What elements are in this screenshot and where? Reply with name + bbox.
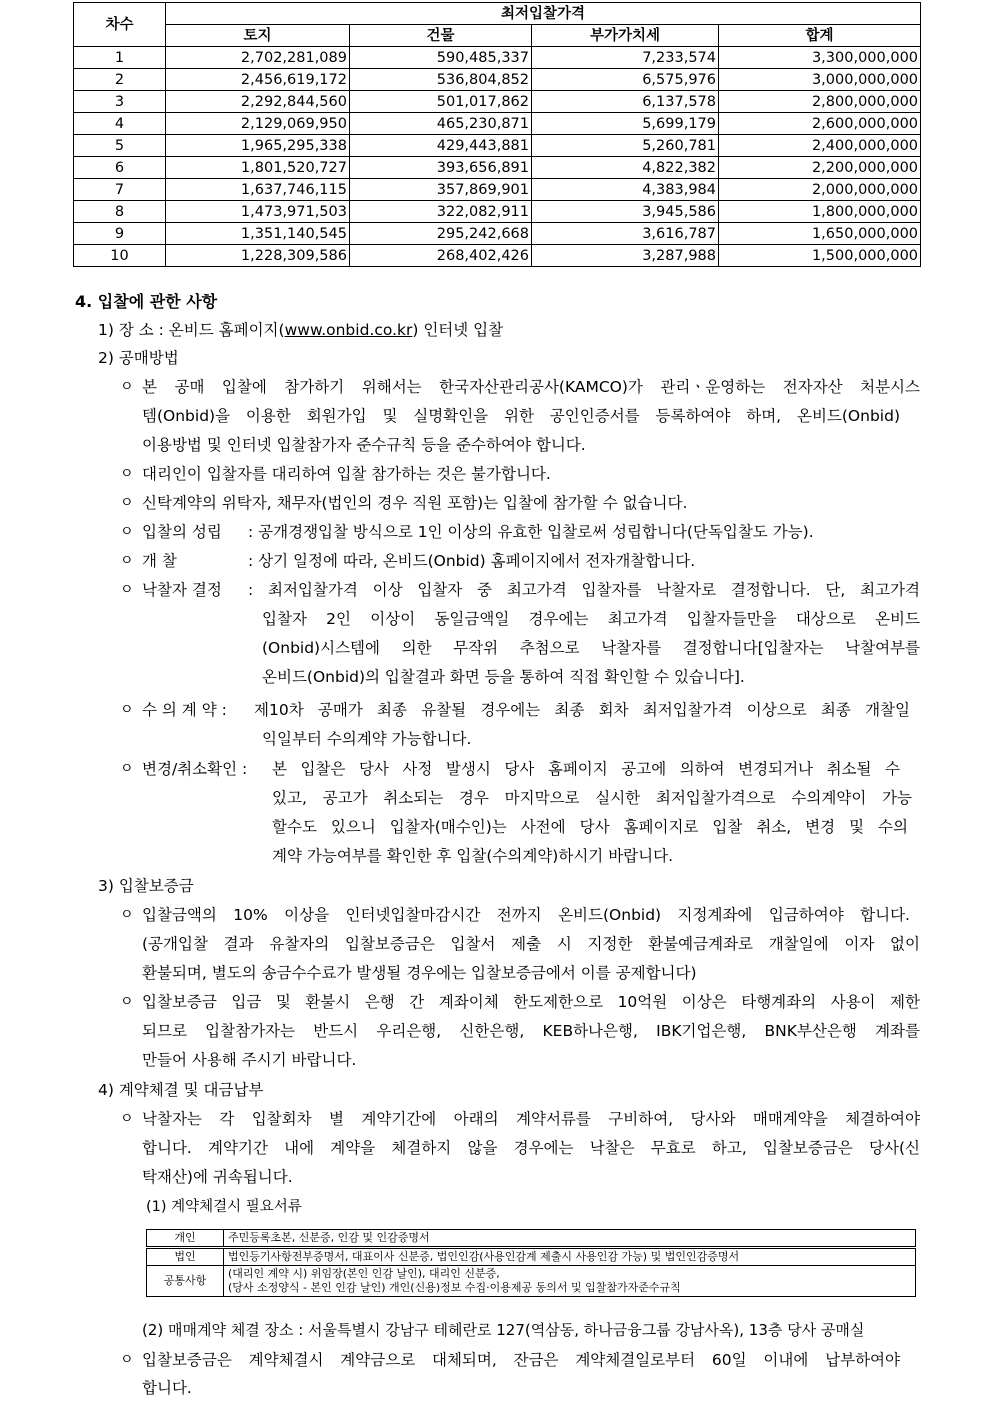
bid-formation-label: 입찰의 성립 — [142, 523, 222, 541]
header-land: 토지 — [166, 25, 350, 47]
cell-building: 295,242,668 — [350, 223, 532, 245]
deposit-text-line: 입찰금액의 10% 이상을 인터넷입찰마감시간 전까지 온비드(Onbid) 지정계좌에 입금하여야 합니다. — [142, 906, 910, 924]
bullet-icon: ㅇ — [120, 702, 134, 718]
cell-round: 10 — [74, 245, 166, 267]
cell-land: 2,292,844,560 — [166, 91, 350, 113]
winner-decision-line: 온비드(Onbid)의 입찰결과 화면 등을 통하여 직접 확인할 수 있습니다]. — [262, 668, 745, 686]
method-text-line: 본 공매 입찰에 참가하기 위해서는 한국자산관리공사(KAMCO)가 관리ㆍ운영하는 전자자산 처분시스 — [142, 378, 920, 396]
cell-land: 1,965,295,338 — [166, 135, 350, 157]
winner-decision-label: 낙찰자 결정 — [142, 581, 222, 599]
minimum-bid-price-table — [73, 2, 921, 267]
contract-text-line: 낙찰자는 각 입찰회차 별 계약기간에 아래의 계약서류를 구비하여, 당사와 매매계약을 체결하여야 — [142, 1110, 920, 1128]
cell-vat: 6,575,976 — [532, 69, 719, 91]
price-row — [74, 201, 921, 223]
cell-total: 1,500,000,000 — [719, 245, 921, 267]
cell-total: 2,200,000,000 — [719, 157, 921, 179]
docs-title: (1) 계약체결시 필요서류 — [146, 1199, 302, 1215]
cell-vat: 4,383,984 — [532, 179, 719, 201]
price-row — [74, 223, 921, 245]
balance-text-line: 합니다. — [142, 1379, 192, 1397]
doc-kind-individual: 개인 — [147, 1230, 224, 1248]
cell-building: 393,656,891 — [350, 157, 532, 179]
cell-land: 1,228,309,586 — [166, 245, 350, 267]
price-row — [74, 179, 921, 201]
place-label: 1) 장 소 : — [98, 321, 164, 339]
price-row — [74, 245, 921, 267]
change-cancel-label: 변경/취소확인 : — [142, 760, 248, 778]
doc-text-common-line: (당사 소정양식 - 본인 인감 날인) 개인(신용)정보 수집·이용제공 동의서 및 입찰참가자준수규칙 — [228, 1281, 681, 1294]
bullet-icon: ㅇ — [120, 466, 134, 482]
cell-vat: 6,137,578 — [532, 91, 719, 113]
cell-round: 4 — [74, 113, 166, 135]
method-title: 2) 공매방법 — [98, 349, 179, 367]
cell-vat: 4,822,382 — [532, 157, 719, 179]
cell-round: 3 — [74, 91, 166, 113]
cell-total: 3,000,000,000 — [719, 69, 921, 91]
cell-building: 590,485,337 — [350, 47, 532, 69]
cell-round: 5 — [74, 135, 166, 157]
winner-decision-line: : 최저입찰가격 이상 입찰자 중 최고가격 입찰자를 낙찰자로 결정합니다. 단, 최고가격 — [248, 581, 920, 599]
bullet-icon: ㅇ — [120, 582, 134, 598]
deposit-text-line: 입찰보증금 입금 및 환불시 은행 간 계좌이체 한도제한으로 10억원 이상은 타행계좌의 사용이 제한 — [142, 993, 920, 1011]
deposit-text-line: 환불되며, 별도의 송금수수료가 발생될 경우에는 입찰보증금에서 이를 공제합니다) — [142, 964, 697, 982]
cell-vat: 3,287,988 — [532, 245, 719, 267]
cell-vat: 5,699,179 — [532, 113, 719, 135]
cell-building: 536,804,852 — [350, 69, 532, 91]
private-contract-line: 제10차 공매가 최종 유찰될 경우에는 최종 회차 최저입찰가격 이상으로 최종 개찰일 — [254, 701, 910, 719]
contract-text-line: 탁재산)에 귀속됩니다. — [142, 1168, 293, 1186]
header-building: 건물 — [350, 25, 532, 47]
onbid-link[interactable]: www.onbid.co.kr — [284, 321, 413, 339]
bullet-icon: ㅇ — [120, 761, 134, 777]
change-cancel-line: 있고, 공고가 취소되는 경우 마지막으로 실시한 최저입찰가격으로 수의계약이 가능 — [272, 789, 912, 807]
cell-total: 3,300,000,000 — [719, 47, 921, 69]
cell-round: 9 — [74, 223, 166, 245]
bid-opening-text: : 상기 일정에 따라, 온비드(Onbid) 홈페이지에서 전자개찰합니다. — [248, 552, 696, 570]
cell-round: 1 — [74, 47, 166, 69]
winner-decision-line: 입찰자 2인 이상이 동일금액일 경우에는 최고가격 입찰자들만을 대상으로 온비드 — [262, 610, 920, 628]
price-row — [74, 47, 921, 69]
bullet-icon: ㅇ — [120, 553, 134, 569]
cell-land: 1,351,140,545 — [166, 223, 350, 245]
place-text-pre: 온비드 홈페이지( — [168, 321, 285, 339]
bullet-icon: ㅇ — [120, 1352, 134, 1368]
bullet-icon: ㅇ — [120, 524, 134, 540]
deposit-text-line: 되므로 입찰참가자는 반드시 우리은행, 신한은행, KEB하나은행, IBK기업은행, BNK부산은행 계좌를 — [142, 1022, 920, 1040]
method-text-line: 대리인이 입찰자를 대리하여 입찰 참가하는 것은 불가합니다. — [142, 465, 551, 483]
bullet-icon: ㅇ — [120, 1111, 134, 1127]
price-row — [74, 157, 921, 179]
bullet-icon: ㅇ — [120, 495, 134, 511]
cell-vat: 3,945,586 — [532, 201, 719, 223]
doc-text-corporation: 법인등기사항전부증명서, 대표이사 신분증, 법인인감(사용인감계 제출시 사용인감 가능) 및 법인인감증명서 — [224, 1248, 916, 1266]
cell-building: 357,869,901 — [350, 179, 532, 201]
cell-building: 268,402,426 — [350, 245, 532, 267]
required-documents-table — [146, 1229, 916, 1297]
cell-total: 1,650,000,000 — [719, 223, 921, 245]
private-contract-label: 수 의 계 약 : — [142, 701, 227, 719]
cell-round: 6 — [74, 157, 166, 179]
bid-formation-text: : 공개경쟁입찰 방식으로 1인 이상의 유효한 입찰로써 성립합니다(단독입찰도 가능). — [248, 523, 814, 541]
place-line — [98, 320, 503, 340]
method-text-line: 이용방법 및 인터넷 입찰참가자 준수규칙 등을 준수하여야 합니다. — [142, 436, 586, 454]
bullet-icon: ㅇ — [120, 907, 134, 923]
deposit-text-line: (공개입찰 결과 유찰자의 입찰보증금은 입찰서 제출 시 지정한 환불예금계좌로 개찰일에 이자 없이 — [142, 935, 920, 953]
private-contract-line: 익일부터 수의계약 가능합니다. — [262, 730, 472, 748]
cell-land: 1,801,520,727 — [166, 157, 350, 179]
cell-total: 2,000,000,000 — [719, 179, 921, 201]
doc-text-common — [224, 1266, 916, 1297]
deposit-text-line: 만들어 사용해 주시기 바랍니다. — [142, 1051, 357, 1069]
cell-total: 2,600,000,000 — [719, 113, 921, 135]
cell-building: 465,230,871 — [350, 113, 532, 135]
cell-total: 2,400,000,000 — [719, 135, 921, 157]
cell-building: 501,017,862 — [350, 91, 532, 113]
bid-opening-label: 개 찰 — [142, 552, 177, 570]
bullet-icon: ㅇ — [120, 994, 134, 1010]
method-text-line: 템(Onbid)을 이용한 회원가입 및 실명확인을 위한 공인인증서를 등록하여야 하며, 온비드(Onbid) — [142, 407, 900, 425]
contract-text-line: 합니다. 계약기간 내에 계약을 체결하지 않을 경우에는 낙찰은 무효로 하고, 입찰보증금은 당사(신 — [142, 1139, 920, 1157]
doc-kind-common: 공통사항 — [147, 1266, 224, 1297]
method-text-line: 신탁계약의 위탁자, 채무자(법인의 경우 직원 포함)는 입찰에 참가할 수 없습니다. — [142, 494, 688, 512]
header-vat: 부가가치세 — [532, 25, 719, 47]
doc-text-common-line: (대리인 계약 시) 위임장(본인 인감 날인), 대리인 신분증, — [228, 1267, 500, 1280]
price-row — [74, 135, 921, 157]
cell-land: 1,473,971,503 — [166, 201, 350, 223]
header-min-bid-price: 최저입찰가격 — [166, 3, 921, 25]
contract-place: (2) 매매계약 체결 장소 : 서울특별시 강남구 테헤란로 127(역삼동, 하나금융그룹 강남사옥), 13층 당사 공매실 — [142, 1321, 865, 1339]
header-total: 합계 — [719, 25, 921, 47]
price-row — [74, 69, 921, 91]
cell-total: 2,800,000,000 — [719, 91, 921, 113]
deposit-title: 3) 입찰보증금 — [98, 877, 194, 895]
cell-round: 2 — [74, 69, 166, 91]
change-cancel-line: 본 입찰은 당사 사정 발생시 당사 홈페이지 공고에 의하여 변경되거나 취소될 수 — [272, 760, 900, 778]
cell-building: 322,082,911 — [350, 201, 532, 223]
cell-vat: 7,233,574 — [532, 47, 719, 69]
change-cancel-line: 할수도 있으니 입찰자(매수인)는 사전에 당사 홈페이지로 입찰 취소, 변경 및 수의 — [272, 818, 908, 836]
cell-total: 1,800,000,000 — [719, 201, 921, 223]
bullet-icon: ㅇ — [120, 379, 134, 395]
price-row — [74, 91, 921, 113]
header-round: 차수 — [74, 3, 166, 47]
balance-text-line: 입찰보증금은 계약체결시 계약금으로 대체되며, 잔금은 계약체결일로부터 60일 이내에 납부하여야 — [142, 1351, 900, 1369]
price-row — [74, 113, 921, 135]
place-text-post: ) 인터넷 입찰 — [412, 321, 504, 339]
cell-vat: 3,616,787 — [532, 223, 719, 245]
winner-decision-line: (Onbid)시스템에 의한 무작위 추첨으로 낙찰자를 결정합니다[입찰자는 낙찰여부를 — [262, 639, 920, 657]
section-title: 4. 입찰에 관한 사항 — [75, 292, 218, 311]
doc-text-individual: 주민등록초본, 신분증, 인감 및 인감증명서 — [224, 1230, 916, 1248]
change-cancel-line: 계약 가능여부를 확인한 후 입찰(수의계약)하시기 바랍니다. — [272, 847, 674, 865]
cell-vat: 5,260,781 — [532, 135, 719, 157]
cell-land: 2,702,281,089 — [166, 47, 350, 69]
cell-round: 7 — [74, 179, 166, 201]
contract-title: 4) 계약체결 및 대금납부 — [98, 1081, 264, 1099]
cell-building: 429,443,881 — [350, 135, 532, 157]
cell-round: 8 — [74, 201, 166, 223]
cell-land: 2,456,619,172 — [166, 69, 350, 91]
cell-land: 1,637,746,115 — [166, 179, 350, 201]
cell-land: 2,129,069,950 — [166, 113, 350, 135]
doc-kind-corporation: 법인 — [147, 1248, 224, 1266]
